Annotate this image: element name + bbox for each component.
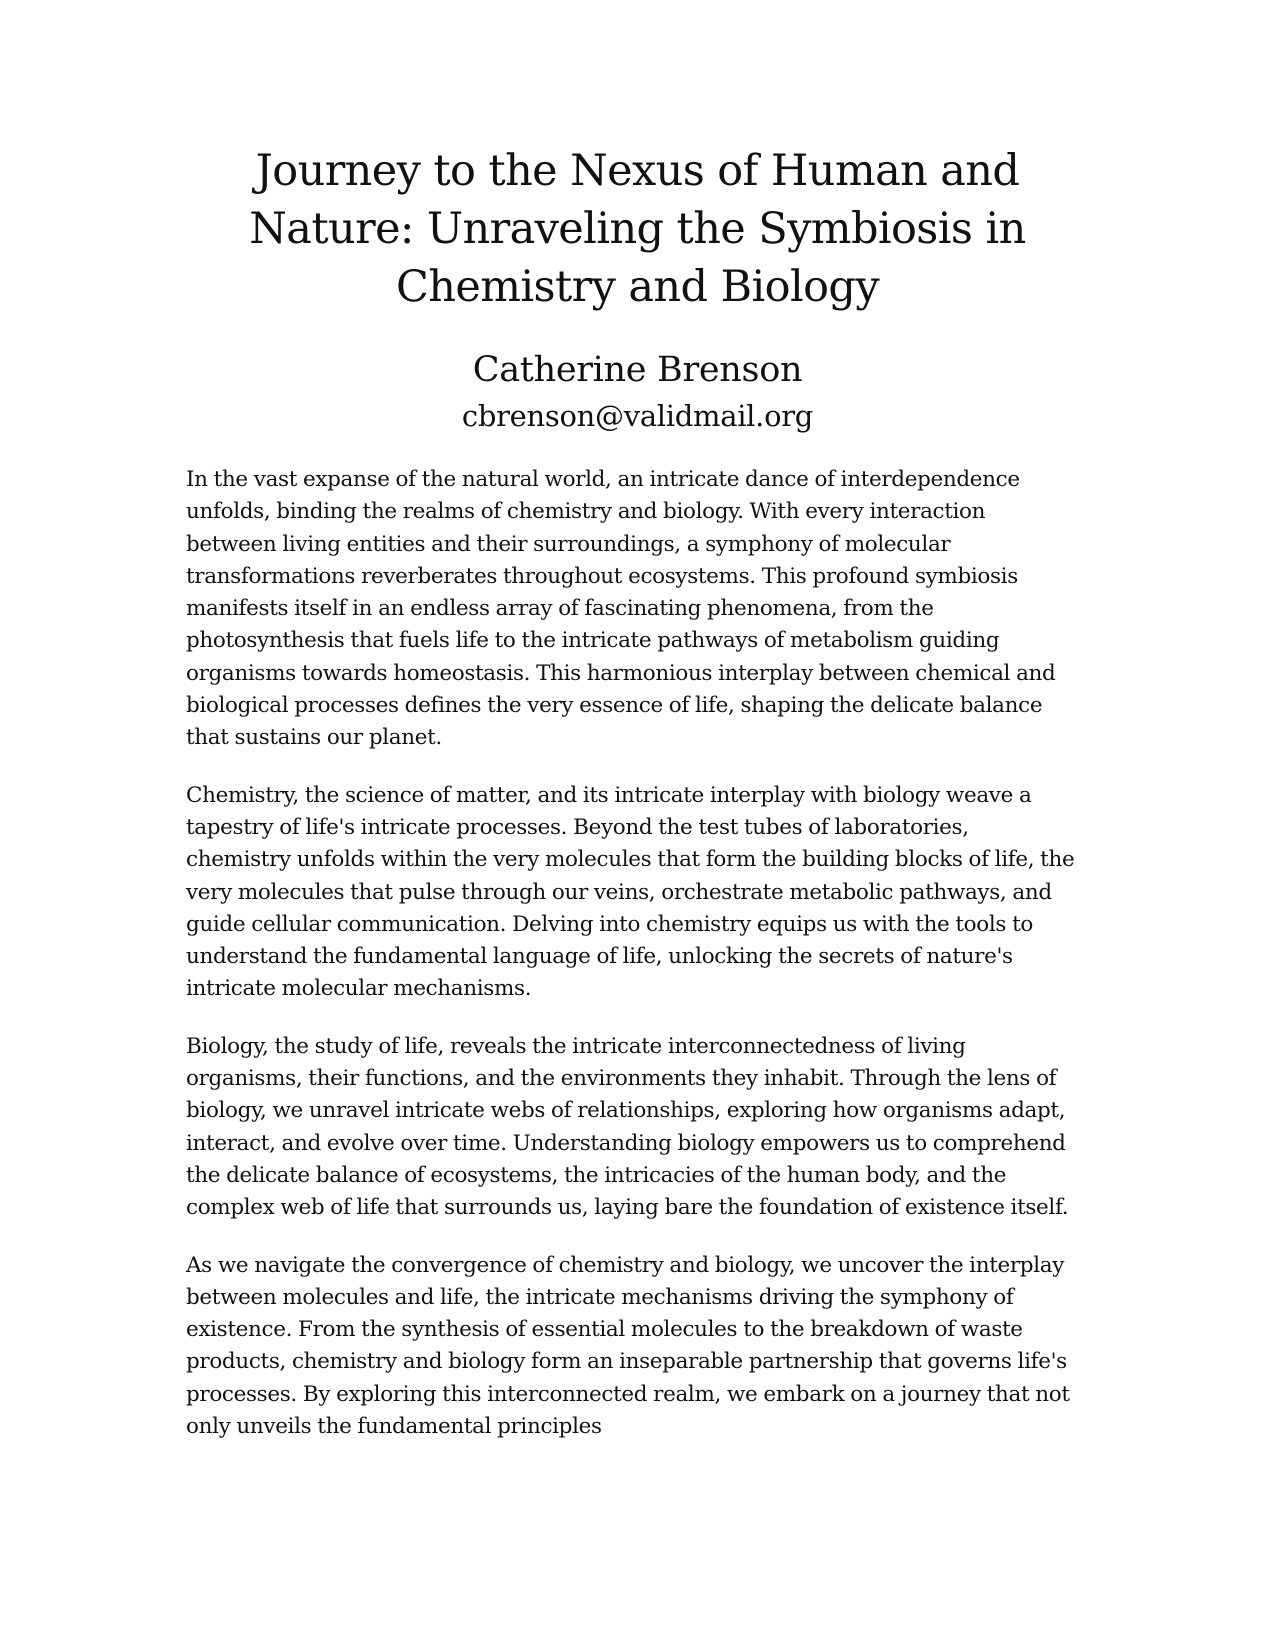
body-paragraph-4: As we navigate the convergence of chemistry and biology, we uncover the interplay between molecules and life, the intricate mechanisms driving the symphony of existence. From the synthesis of essential molecules to the breakdown of waste products, chemistry and biology form an inseparable partnership that governs life's processes. By exploring this interconnected realm, we embark on a journey that not only unveils the fundamental principles — [186, 1252, 1070, 1440]
author-name: Catherine Brenson — [472, 350, 803, 390]
author-email: cbrenson@validmail.org — [461, 399, 814, 433]
body-paragraph-1: In the vast expanse of the natural world, an intricate dance of interdependence unfolds, binding the realms of chemistry and biology. With every interaction between living entities and their surroundings, a symphony of molecular transformations reverberates throughout ecosystems. This profound symbiosis manifests itself in an endless array of fascinating phenomena, from the photosynthesis that fuels life to the intricate pathways of metabolism guiding organisms towards homeostasis. This harmonious interplay between chemical and biological processes defines the very essence of life, shaping the delicate balance that sustains our planet. — [186, 467, 1056, 751]
body-paragraph-3: Biology, the study of life, reveals the intricate interconnectedness of living organisms, their functions, and the environments they inhabit. Through the lens of biology, we unravel intricate webs of relationships, exploring how organisms adapt, interact, and evolve over time. Understanding biology empowers us to comprehend the delicate balance of ecosystems, the intricacies of the human body, and the complex web of life that surrounds us, laying bare the foundation of existence itself. — [186, 1033, 1069, 1221]
document-body — [186, 464, 1076, 1468]
body-paragraph-2: Chemistry, the science of matter, and its intricate interplay with biology weave a tapestry of life's intricate processes. Beyond the test tubes of laboratories, chemistry unfolds within the very molecules that form the building blocks of life, the very molecules that pulse through our veins, orchestrate metabolic pathways, and guide cellular communication. Delving into chemistry equips us with the tools to understand the fundamental language of life, unlocking the secrets of nature's intricate molecular mechanisms. — [186, 782, 1075, 1002]
document-title: Journey to the Nexus of Human and Nature: Unraveling the Symbiosis in Chemistry and Biology — [249, 146, 1026, 312]
